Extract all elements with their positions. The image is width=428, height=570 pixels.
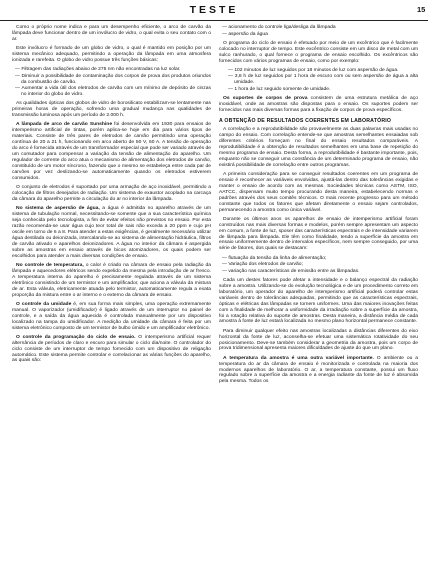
list-item: — Diminuir a possibilidade de contaminação dos corpos de prova dos produtos oriundos da combustão de carvão.: [12, 74, 211, 86]
list-item: — aspersão da água: [219, 32, 418, 38]
paragraph-body: foi desenvolvida em 1930 para ensaios de intemperismo artificial de tintas, porém aplica-se hoje em dia para vários tipos de materiais. Consiste de três pares de eletrodos de carvão permitindo uma operação contínua de 20 a 21 h, funcionando em arco aberto de 50 V, 60 A. A tensão de operação do arco é fornecida através de um transformador especial que pode ser variado através de um comutador para compensar a variação da tensão de alimentação do aparelho. Um regulador de corrente do arco atua o mecanismo de alimentação dos eletrodos de carvão, constituído de um motor síncrono, fazendo que o mesmo se estabeleça entre cada par de carvões por vez deslizando-se automaticamente quando os eletrodos estiverem consumidos.: [12, 122, 211, 181]
program-examples-list: [219, 68, 418, 93]
paragraph-body: O intemperismo artificial requer alternância de períodos de claro e escuro para simular o ciclo dia/noite. O controlador do ciclo consiste de um interruptor de tempo fornecido com um dispositivo de religação automático. Este sistema permite controlar e correlacionar as várias funções do aparelho, as quais são:: [12, 334, 211, 364]
paragraph: A correlação e a reprodutibilidade são provavelmente as duas palavras mais usadas no campo do ensaio. Com correlação entende-se que amostras semelhantes ensaiadas sob diferentes critérios forneçam no final do ensaio resultados comparáveis. A reprodutibilidade é a obtenção de resultados semelhantes em uma base de repetição do mesmo programa de ensaio. Desta forma, a reprodutibilidade é bastante importante, pois, enquanto não se conseguir uma constância de um determinado programa de ensaio, não existirá possibilidade de correlação entre outros programas.: [219, 126, 418, 168]
paragraph: [12, 302, 211, 332]
list-item: — Aumentar a vida útil dos eletrodos de carvão com um mínimo de depósito de cinzas no interior do globo de vidro.: [12, 86, 211, 98]
factors-list: [219, 256, 418, 275]
list-item: — 1 hora de luz seguido somente de umidade.: [219, 87, 418, 93]
paragraph-body: a água é admitida no aparelho através de um sistema de tubulação normal, necessitando-se somente que a sua característica química seja conhecida pelo tecnologista, a fim de evitar efeitos não previstos no ensaio. Por esta razão recomenda-se usar água cujo teor total de sais não exceda a 20 ppm e cujo pH oscile em torno de 6 a 8. Para atender a estas exigências, é geralmente necessário utilizar água destilada ou deionizada, intercalando-se ao sistema de alimentação hidráulica, filtros de carvão ativado e aparelhos deionizadores. A água no interior da câmara é aspergida sobre as amostras em ensaio através de bicos atomizadores, os quais podem ser escolhidos para atender a mais diversas condições de ensaio.: [12, 206, 211, 259]
list-item: — Variação dos eletrodos de carvão;: [219, 262, 418, 268]
paragraph: Para diminuir qualquer efeito nas amostras localizadas a distâncias diferentes do eixo horizontal da fonte de luz, aconselha-se efetuar uma sistemática rotatividade do seu posicionamento. Deve-se também considerar a geometria da amostra, pois um corpo de prova tridimensional apresenta maiores dificuldades de ajuste do que um plano.: [219, 328, 418, 352]
paragraph-lead: No sistema de aspersão de água,: [16, 206, 100, 212]
list-item: — acionamento do controle liga/desliga da lâmpada: [219, 25, 418, 31]
paragraph: Durante os últimos anos os aparelhos de ensaio de intemperismo artificial foram construídos nas mais diversas formas e modelos, porém sempre apresentam um aspecto em comum, a fonte de luz, sposer das características espectrais e de intensidade variarem de lâmpada para lâmpada. Ele têm como finalidade, tendo a superfície da amostra em ensaio uniformemente dentro de intervalos específicos, nem sempre conseguido, por uma série de fatores, dos quais se destacam:: [219, 216, 418, 252]
paragraph: Cada um destes fatores pode afetar a intensidade e o balanço espectral da radiação sobre a amostra. Utilizando-se do evolução tecnológica e de um procedimento correto em laboratório, um operador do aparelho de intemperismo artificial poderá controlar estas variáveis dentro de tolerâncias adequadas, permitindo que as características espectrais, ópticas e elétricas das lâmpadas se tornem uniformes. Uma das maiores inovações feitas com a finalidade de melhorar a uniformidade da irradiação sobre a superfície da amostra, foi a rotação relativa do suporte de amostras. Desta maneira, a distância média de cada amostra à fonte de luz estará localizada no mesmo plano horizontal permanece constante.: [219, 277, 418, 325]
paragraph: [12, 122, 211, 182]
list-item: — 3,8 h de luz seguidos por 1 hora de escuro com ou sem aspersão de água a alta umidade.: [219, 74, 418, 86]
page-number: 15: [417, 5, 426, 14]
paragraph-lead: Os suportes de corpos de prova: [223, 95, 308, 101]
paragraph-lead: No controle de temperatura,: [16, 262, 84, 268]
page-title: TESTE: [189, 4, 239, 16]
right-column: [219, 25, 418, 389]
list-item: — flutuação da tensão da linha de alimentação;: [219, 256, 418, 262]
list-item: — Filtragem das radiações abaixo de 275 nm não encontradas na luz solar.: [12, 67, 211, 73]
paragraph-lead: O controle da programação do ciclo de ensaio.: [16, 334, 136, 340]
paragraph: O programa do ciclo de ensaio é efetuado por meio de um excêntrico que é facilmente colocado no interruptor de tempo. Este excêntrico consiste em um disco de metal com um sulco ranhurado, o qual fornece o programa de ensaio escolhido. Os excêntricos são fornecidos com vários programas de ensaio, como por exemplo:: [219, 40, 418, 64]
paragraph: O conjunto de eletrodos é suportado por uma armação de aço inoxidável, permitindo a colocação de filtros desejados de radiação. Um sistema de exaustor acoplado na carcaça da câmara do aparelho permite a circulação do ar no interior da lâmpada.: [12, 185, 211, 202]
left-column: [12, 25, 211, 368]
paragraph: [12, 206, 211, 260]
page-header: [0, 2, 428, 21]
paragraph: Este invólucro é formado de um globo de vidro, o qual é mantido em posição por um sistema mecânico adequado, permitindo a operação da lâmpada em uma atmosfera ionizada e rarefeita. O globo de vidro possue três funções básicas:: [12, 46, 211, 63]
paragraph: As qualidades ópticas dos globos de vidro de borosilicato estabilizam-se lentamente nas primeiras horas de operação, sofrendo uma gradual mudança nas qualidades de transmissão luminosa após um período de 2.000 h.: [12, 101, 211, 119]
paragraph-body: o calor é criado na câmara de ensaio pela radiação da lâmpada e aquecedores elétricos sendo expelido da mesma pela introdução de ar fresco. A temperatura interna do aparelho é precisamente regulada através de um sistema eletrônico consistindo de um termistor e um amplificador, que aciona a válvula da mistura de ar. Esta válvula, eletricamente atuada pelo termistor, automaticamente regula a exata proporção da mistura entre o ar interno e o externo da câmara de ensaio.: [12, 262, 211, 298]
list-item: — 102 minutos de luz seguidos por 18 minutos de luz com aspersão de água.: [219, 68, 418, 74]
paragraph-lead: A lâmpada de arco de carvão Sunshine: [16, 122, 113, 128]
paragraph: [12, 335, 211, 365]
paragraph-lead: O controle da umidade: [16, 301, 72, 307]
paragraph: [219, 356, 418, 386]
list-item: — variação nas características de emissão entre as lâmpadas.: [219, 269, 418, 275]
paragraph-body: O ambiente ou a temperatura do ar da câmara de ensaio é monitorizada e controlada na maioria dos modernos aparelhos de laboratório. O ar, a temperatura constante, possui um fluxo regulado sobre a superfície da amostra e a energia radiante da fonte de luz é absorvida pela mesma. Todos os: [219, 355, 418, 385]
cycle-functions-list: [219, 25, 418, 38]
paragraph-body: consistem de uma estrutura metálica de aço inoxidável, onde as amostras são dispostas para o ensaio. Os suportes podem ser fornecidos nas mais diversas formas para a fixação de corpos de prova específicos.: [219, 95, 419, 113]
paragraph: [219, 96, 418, 114]
paragraph-body: é, em sua forma mais simples, uma operação extremamente manual. O vaporizador (umidificador) é ligado através de um interruptor no painel de controle, e a saída da água aquecida é controlada manualmente por um dispositivo localizado na tampa do umidificador. A medição da umidade da câmara é feita por um sistema eletrônico composto de um termistor de bulbo úmido e um amplificador eletrônico.: [12, 301, 211, 331]
paragraph-lead: A temperatura da amostra é uma outra variável importante.: [223, 355, 374, 361]
glass-functions-list: [12, 67, 211, 98]
paragraph: [12, 263, 211, 299]
paragraph: A primeira consideração para se conseguir resultados coerentes em um programa de ensaio é reconhecer as variáveis envolvidas, ajustá-las dentro das tolerâncias exigidas e manter o ensaio de acordo com as mesmas. Sociedades técnicas como ASTM, ISO, AATCC, dispensam muito tempo procurando desta maneira, estabelecendo normas e padrões através dos seus comitês técnicos. O mais recente progresso para um método constante que todos os fatores que afetam diretamente o ensaio sejam controlados, permanecendo a amostra como única variável.: [219, 171, 418, 213]
section-heading: A OBTENÇÃO DE RESULTADOS COERENTES EM LABORATÓRIO: [219, 117, 392, 124]
paragraph: Como o próprio nome indica e para um desempenho eficiente, o arco de carvão da lâmpada deve funcionar dentro de um invólucro de vidro, o qual evita o seu contato com o ar.: [12, 25, 211, 42]
